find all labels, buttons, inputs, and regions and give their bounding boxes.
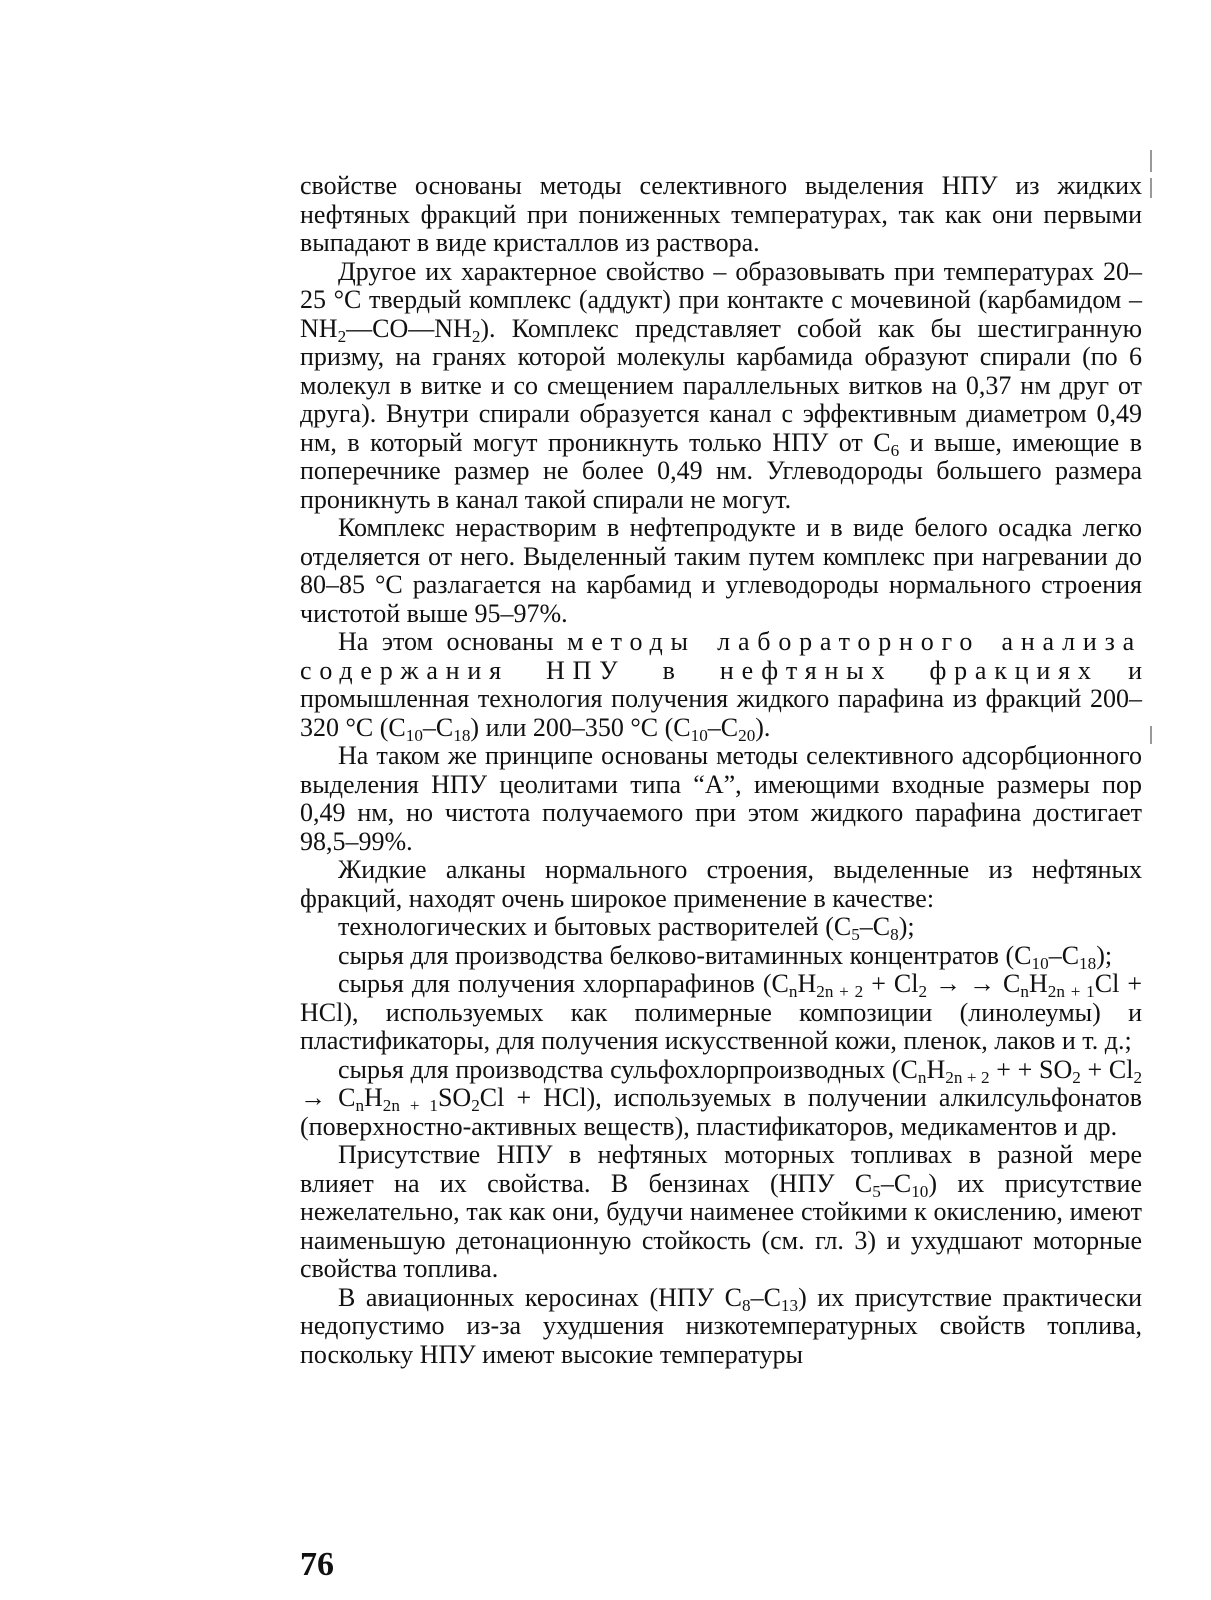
text-run: В авиационных керосинах (НПУ С — [338, 1282, 742, 1312]
subscript: 2n + 2 — [945, 1067, 990, 1087]
text-run: ) или 200–350 °С (С — [470, 712, 691, 742]
text-run: Cl + HCl), используемых в получении алкилсульфонатов (поверхностно-активных веществ), пластификаторов, медикаментов и др. — [300, 1083, 1143, 1141]
subscript: 8 — [741, 1295, 751, 1315]
text-run: Присутствие НПУ в нефтяных моторных топливах в разной мере влияет на их свойства. В бензинах (НПУ С — [300, 1140, 1142, 1198]
subscript: 8 — [890, 925, 899, 945]
paragraph — [300, 258, 1142, 515]
scan-edge-mark — [1150, 178, 1152, 198]
subscript: 2n + 1 — [1047, 982, 1095, 1002]
text-run: Н — [1028, 969, 1048, 998]
text-run: Н — [926, 1054, 946, 1084]
subscript: 6 — [890, 440, 900, 460]
page-number: 76 — [300, 1546, 334, 1583]
paragraph — [300, 912, 1142, 945]
text-run: ). — [755, 712, 771, 742]
subscript: 5 — [872, 1181, 881, 1201]
paragraph — [300, 1056, 1142, 1142]
text-run: –С — [1048, 940, 1080, 970]
text-run: сырья для получения хлорпарафинов (С — [338, 969, 789, 998]
text-run: ). Комплекс представляет собой как бы шестигранную призму, на гранях которой молекулы карбамида образуют спирали (по 6 молекул в витке и со смещением параллельных витков на 0,37 нм друг от друга). Внутри спирали образуется канал с эффективным диаметром 0,49 нм, в который могут проникнуть только НПУ от С — [300, 313, 1142, 457]
text-run: ) их присутствие нежелательно, так как они, будучи наименее стойкими к окислению, имеют наименьшую детонационную стойкость (см. гл. 3) и ухудшают моторные свойства топлива. — [300, 1168, 1142, 1283]
text-run: Н — [364, 1083, 383, 1112]
paragraph — [300, 742, 1142, 856]
paragraph — [300, 942, 1142, 971]
text-run: –С — [422, 712, 454, 742]
text-run: ); — [1096, 940, 1113, 970]
subscript: 20 — [738, 725, 756, 745]
subscript: 5 — [851, 925, 860, 945]
subscript: n — [355, 1096, 365, 1116]
text-run: → → С — [927, 969, 1021, 998]
text-run: и промышленная технология получения жидкого парафина из фракций 200–320 °С (С — [300, 655, 1143, 742]
text-run: На таком же принципе основаны методы селективного адсорбционного выделения НПУ цеолитами типа “А”, имеющими входные размеры пор 0,49 нм, но чистота получаемого при этом жидкого парафина достигает 98,5–99%. — [300, 741, 1142, 856]
subscript: 2 — [1072, 1067, 1081, 1087]
text-run: + + SO — [989, 1054, 1073, 1084]
text-run: –С — [707, 712, 739, 742]
subscript: 10 — [405, 725, 423, 745]
text-run: На этом основаны — [338, 627, 568, 656]
paragraph — [300, 627, 1143, 745]
text-run: Cl + HCl), используемых как полимерные композиции (линолеумы) и пластификаторы, для получения искусственной кожи, пленок, лаков и т. д.; — [300, 969, 1142, 1055]
subscript: 10 — [911, 1181, 929, 1201]
text-run: Жидкие алканы нормального строения, выделенные из нефтяных фракций, находят очень широкое применение в качестве: — [300, 855, 1142, 913]
subscript: 2 — [471, 1096, 480, 1116]
text-run: —CO—NH — [346, 313, 472, 343]
subscript: 2n + 1 — [382, 1096, 438, 1116]
page-body — [300, 172, 1142, 1369]
subscript: 13 — [780, 1295, 799, 1315]
text-run: SO — [437, 1083, 472, 1112]
text-run: + Cl — [863, 969, 919, 998]
subscript: n — [1020, 982, 1029, 1002]
paragraph — [300, 514, 1142, 628]
subscript: 18 — [1079, 953, 1097, 973]
text-run: –С — [880, 1168, 912, 1198]
text-run: свойстве основаны методы селективного выделения НПУ из жидких нефтяных фракций при пониженных температурах, так как они первыми выпадают в виде кристаллов из раствора. — [300, 171, 1142, 257]
subscript: n — [788, 982, 798, 1002]
paragraph — [300, 172, 1142, 258]
subscript: 2 — [337, 326, 347, 346]
text-run: сырья для производства белково-витаминных концентратов (С — [338, 940, 1032, 970]
subscript: 2 — [1133, 1067, 1143, 1087]
text-run: → С — [300, 1083, 356, 1112]
paragraph — [300, 856, 1142, 913]
text-run: Другое их характерное свойство – образовывать при температурах 20–25 °С твердый комплекс (аддукт) при контакте с мочевиной (карбамидом – NH — [300, 256, 1142, 343]
text-run: –С — [750, 1282, 781, 1312]
spaced-emphasis: методы лабораторного анализа содержания НПУ в нефтяных фракциях — [300, 627, 1142, 685]
subscript: 2 — [918, 982, 928, 1002]
scan-edge-mark — [1150, 150, 1152, 172]
text-run: технологических и бытовых растворителей (С — [338, 912, 852, 941]
text-run: Комплекс нерастворим в нефтепродукте и в виде белого осадка легко отделяется от него. Выделенный таким путем комплекс при нагревании до 80–85 °С разлагается на карбамид и углеводороды нормального строения чистотой выше 95–97%. — [300, 513, 1142, 628]
paragraph — [300, 1141, 1142, 1284]
text-run: и выше, имеющие в поперечнике размер не более 0,49 нм. Углеводороды большего размера проникнуть в канал такой спирали не могут. — [300, 427, 1142, 514]
subscript: 10 — [1031, 953, 1049, 973]
text-run: ); — [898, 912, 915, 941]
paragraph — [300, 1284, 1142, 1370]
subscript: n — [917, 1067, 927, 1087]
text-run: ) их присутствие практически недопустимо из-за ухудшения низкотемпературных свойств топлива, поскольку НПУ имеют высокие температуры — [300, 1282, 1142, 1369]
text-run: Н — [797, 969, 817, 998]
text-run: сырья для производства сульфохлорпроизводных (С — [338, 1054, 918, 1084]
subscript: 18 — [453, 725, 471, 745]
subscript: 2 — [471, 326, 481, 346]
subscript: 2n + 2 — [816, 982, 864, 1002]
subscript: 10 — [690, 725, 708, 745]
paragraph — [300, 970, 1142, 1056]
scan-edge-mark — [1150, 726, 1152, 744]
text-run: –С — [859, 912, 891, 941]
text-run: + Cl — [1080, 1054, 1134, 1084]
